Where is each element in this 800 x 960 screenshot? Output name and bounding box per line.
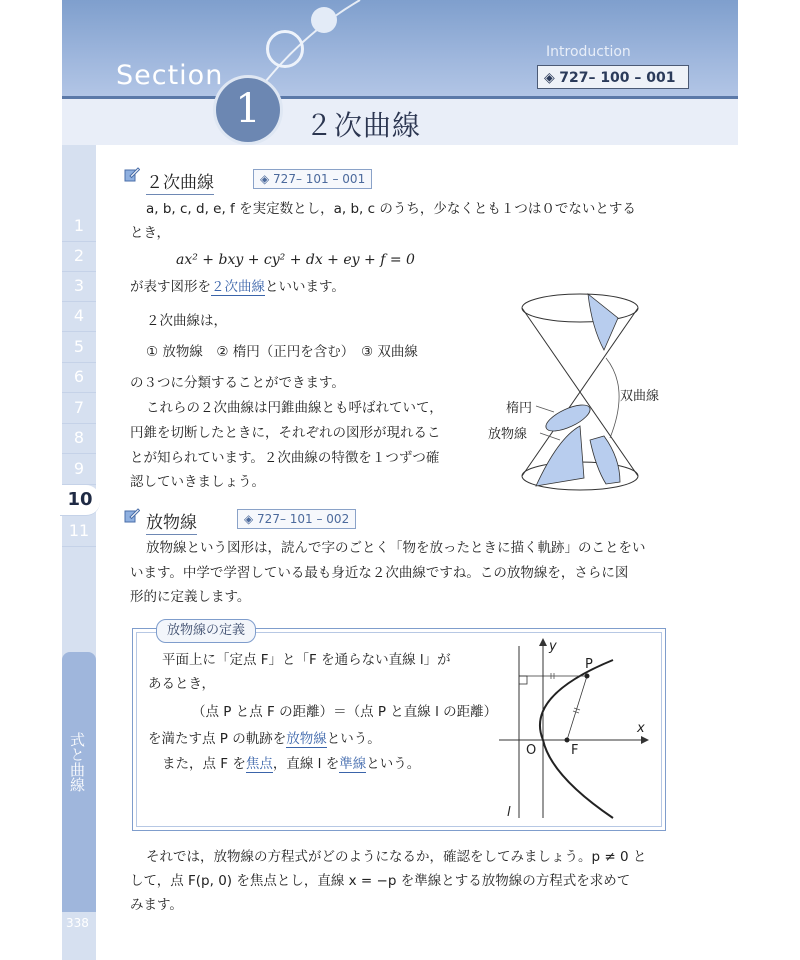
- definition-line5: [162, 749, 420, 779]
- introduction-label: Introduction: [546, 44, 631, 60]
- term-quadratic-curve: ２次曲線: [211, 279, 265, 295]
- def4-pre: を満たす点 P の軌跡を: [148, 731, 287, 747]
- axis-label-x: x: [637, 721, 645, 736]
- paragraph-conic-line4: 認していきましょう。: [130, 474, 265, 490]
- definition-label: 放物線の定義: [156, 619, 256, 643]
- origin-label: O: [526, 743, 537, 758]
- section-heading-parabola: 放物線: [146, 508, 197, 535]
- sidebar-tab-7[interactable]: 7: [62, 393, 96, 424]
- paragraph-final-line1: それでは，放物線の方程式がどのようになるか，確認をしてみましょう。p ≠ 0 と: [146, 849, 647, 865]
- decor-circle-small: [311, 7, 337, 33]
- sidebar-tab-3[interactable]: 3: [62, 271, 96, 302]
- sidebar-tab-9[interactable]: 9: [62, 454, 96, 485]
- decor-circle-ring: [266, 30, 304, 68]
- diamond-icon: ◈: [244, 512, 258, 526]
- p2-pre: が表す図形を: [130, 279, 211, 295]
- point-p-label: P: [585, 657, 593, 672]
- paragraph-conic-line3: とが知られています。２次曲線の特徴を１つずつ確: [130, 450, 440, 466]
- term-parabola: 放物線: [286, 731, 327, 747]
- paragraph-classification-intro: ２次曲線は，: [146, 313, 227, 329]
- intro-code-box: [537, 65, 689, 89]
- section-code-box-1: [253, 169, 372, 189]
- parabola-definition-figure: [495, 636, 655, 822]
- paragraph-definition-line: [130, 272, 345, 302]
- sidebar-tab-11[interactable]: 11: [62, 516, 96, 547]
- ellipse-shape: [542, 400, 593, 437]
- pencil-note-icon: [124, 507, 140, 523]
- paragraph-intro-text: a, b, c, d, e, f を実定数とし，a, b, c のうち，少なくとも１つは０でないとする: [146, 201, 636, 217]
- definition-line1: 平面上に「定点 F」と「F を通らない直線 l」が: [162, 652, 451, 668]
- conic-sections-figure: [480, 288, 680, 500]
- page-number: 338: [66, 916, 89, 930]
- axis-label-y: y: [549, 639, 557, 654]
- paragraph-conic-line2: 円錐を切断したときに，それぞれの図形が現れるこ: [130, 425, 441, 441]
- def5-mid: ，直線 l を: [272, 756, 340, 772]
- section-number-badge: 1: [216, 78, 280, 142]
- sidebar-tab-1[interactable]: 1: [62, 211, 96, 242]
- paragraph-parabola-line2: います。中学で学習している最も身近な２次曲線ですね。この放物線を，さらに図: [130, 565, 629, 581]
- sidebar-tab-5[interactable]: 5: [62, 332, 96, 363]
- paragraph-parabola-line1: 放物線という図形は，読んで字のごとく「物を放ったときに描く軌跡」のことをい: [146, 540, 646, 556]
- paragraph-intro-line1: [146, 194, 676, 224]
- term-focus: 焦点: [245, 756, 273, 772]
- sidebar-tab-10-active[interactable]: 10: [60, 485, 100, 516]
- label-parabola: 放物線: [488, 427, 528, 442]
- pencil-note-icon: [124, 166, 140, 182]
- sidebar-tab-6[interactable]: 6: [62, 362, 96, 393]
- sidebar-tab-8[interactable]: 8: [62, 423, 96, 454]
- directrix-label: l: [507, 805, 511, 820]
- parabola-shape: [536, 426, 584, 486]
- diamond-icon: ◈: [544, 70, 560, 86]
- term-directrix: 準線: [339, 756, 367, 772]
- paragraph-final-line2: して，点 F(p, 0) を焦点とし，直線 x = −p を準線とする放物線の方程式を求めて: [130, 873, 631, 889]
- focus-label: F: [571, 743, 579, 758]
- sidebar-chapter-label: 式と曲線: [68, 732, 86, 792]
- definition-line3: （点 P と点 F の距離）＝（点 P と直線 l の距離）: [192, 704, 498, 720]
- paragraph-parabola-line3: 形的に定義します。: [130, 589, 251, 605]
- section-code-2: 727– 101 – 002: [257, 512, 350, 526]
- classification-list: ① 放物線 ② 楕円（正円を含む） ③ 双曲線: [146, 344, 418, 360]
- paragraph-final-line3: みます。: [130, 897, 183, 913]
- label-ellipse: 楕円: [506, 401, 533, 416]
- diamond-icon: ◈: [260, 172, 274, 186]
- label-hyperbola: 双曲線: [620, 389, 660, 404]
- paragraph-conic-line1: これらの２次曲線は円錐曲線とも呼ばれていて，: [146, 400, 443, 416]
- def5-pre: また，点 F を: [162, 756, 246, 772]
- sidebar-tab-2[interactable]: 2: [62, 241, 96, 272]
- general-equation: ax² + bxy + cy² + dx + ey + f = 0: [176, 252, 415, 268]
- sidebar-tab-4[interactable]: 4: [62, 301, 96, 332]
- paragraph-intro-line2: とき，: [130, 225, 170, 241]
- def4-post: という。: [326, 731, 381, 747]
- p2-post: といいます。: [265, 279, 345, 295]
- section-heading-quadratic-curve: ２次曲線: [146, 168, 214, 195]
- intro-code-text: 727– 100 – 001: [559, 70, 676, 86]
- paragraph-classification-end: の３つに分類することができます。: [130, 375, 345, 391]
- chapter-title: ２次曲線: [305, 109, 422, 142]
- section-word: Section: [116, 60, 224, 91]
- section-code-1: 727– 101 – 001: [273, 172, 366, 186]
- section-code-box-2: [237, 509, 356, 529]
- definition-line2: あるとき，: [148, 676, 215, 692]
- def5-post: という。: [366, 756, 421, 772]
